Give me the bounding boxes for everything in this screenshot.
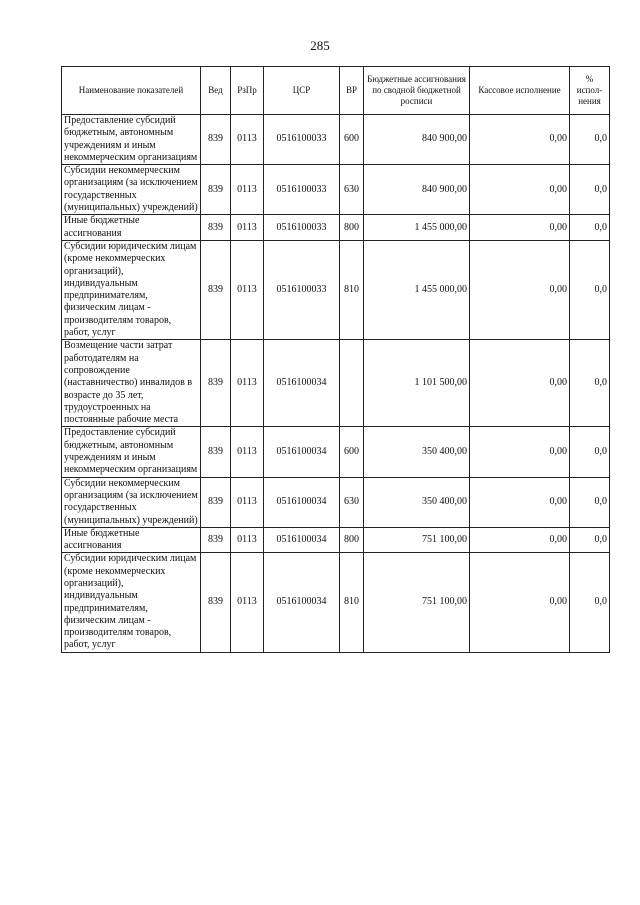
cell-assignments: 751 100,00 [364, 527, 470, 553]
cell-name: Субсидии юридическим лицам (кроме некоммерческих организаций), индивидуальным предпринимателям, физическим лицам - производителям товаров, работ, услуг [62, 240, 201, 339]
table-row [62, 165, 610, 215]
cell-cash-execution: 0,00 [470, 427, 570, 477]
cell-vr: 600 [340, 115, 364, 165]
table-row [62, 340, 610, 427]
table-row [62, 215, 610, 241]
header-ved: Вед [201, 67, 231, 115]
cell-assignments: 751 100,00 [364, 553, 470, 652]
cell-vr: 810 [340, 240, 364, 339]
cell-rzpr: 0113 [231, 340, 264, 427]
cell-cash-execution: 0,00 [470, 553, 570, 652]
header-assignments: Бюджетные ассигнования по сводной бюджетной росписи [364, 67, 470, 115]
cell-assignments: 1 455 000,00 [364, 240, 470, 339]
cell-rzpr: 0113 [231, 427, 264, 477]
cell-assignments: 840 900,00 [364, 165, 470, 215]
cell-csr: 0516100034 [264, 553, 340, 652]
cell-ved: 839 [201, 115, 231, 165]
header-name: Наименование показателей [62, 67, 201, 115]
cell-ved: 839 [201, 527, 231, 553]
cell-ved: 839 [201, 553, 231, 652]
cell-name: Предоставление субсидий бюджетным, автономным учреждениям и иным некоммерческим организациям [62, 427, 201, 477]
cell-csr: 0516100033 [264, 240, 340, 339]
table-row [62, 553, 610, 652]
cell-ved: 839 [201, 427, 231, 477]
budget-table [61, 66, 610, 653]
cell-name: Иные бюджетные ассигнования [62, 527, 201, 553]
cell-vr: 630 [340, 477, 364, 527]
table-row [62, 527, 610, 553]
cell-name: Возмещение части затрат работодателям на сопровождение (наставничество) инвалидов в возрасте до 35 лет, трудоустроенных на постоянные рабочие места [62, 340, 201, 427]
cell-rzpr: 0113 [231, 165, 264, 215]
table-header-row [62, 67, 610, 115]
cell-vr: 810 [340, 553, 364, 652]
cell-cash-execution: 0,00 [470, 527, 570, 553]
cell-rzpr: 0113 [231, 477, 264, 527]
cell-assignments: 840 900,00 [364, 115, 470, 165]
cell-ved: 839 [201, 215, 231, 241]
cell-cash-execution: 0,00 [470, 215, 570, 241]
cell-rzpr: 0113 [231, 553, 264, 652]
cell-rzpr: 0113 [231, 240, 264, 339]
cell-cash-execution: 0,00 [470, 477, 570, 527]
cell-execution-percent: 0,0 [570, 477, 610, 527]
cell-csr: 0516100033 [264, 165, 340, 215]
cell-assignments: 1 455 000,00 [364, 215, 470, 241]
cell-csr: 0516100034 [264, 527, 340, 553]
cell-execution-percent: 0,0 [570, 215, 610, 241]
cell-cash-execution: 0,00 [470, 165, 570, 215]
cell-vr: 800 [340, 215, 364, 241]
cell-name: Субсидии некоммерческим организациям (за исключением государственных (муниципальных) учреждений) [62, 477, 201, 527]
cell-name: Субсидии юридическим лицам (кроме некоммерческих организаций), индивидуальным предпринимателям, физическим лицам - производителям товаров, работ, услуг [62, 553, 201, 652]
cell-csr: 0516100033 [264, 215, 340, 241]
cell-execution-percent: 0,0 [570, 527, 610, 553]
cell-csr: 0516100034 [264, 427, 340, 477]
header-cash-execution: Кассовое исполнение [470, 67, 570, 115]
cell-name: Субсидии некоммерческим организациям (за исключением государственных (муниципальных) учреждений) [62, 165, 201, 215]
cell-assignments: 350 400,00 [364, 427, 470, 477]
cell-cash-execution: 0,00 [470, 240, 570, 339]
cell-csr: 0516100034 [264, 340, 340, 427]
table-row [62, 115, 610, 165]
cell-cash-execution: 0,00 [470, 340, 570, 427]
table-row [62, 427, 610, 477]
cell-ved: 839 [201, 165, 231, 215]
cell-csr: 0516100033 [264, 115, 340, 165]
cell-ved: 839 [201, 340, 231, 427]
cell-rzpr: 0113 [231, 215, 264, 241]
table-row [62, 477, 610, 527]
table-row [62, 240, 610, 339]
cell-execution-percent: 0,0 [570, 240, 610, 339]
cell-name: Иные бюджетные ассигнования [62, 215, 201, 241]
cell-cash-execution: 0,00 [470, 115, 570, 165]
cell-rzpr: 0113 [231, 527, 264, 553]
page-number: 285 [310, 38, 330, 53]
cell-vr: 630 [340, 165, 364, 215]
cell-execution-percent: 0,0 [570, 165, 610, 215]
cell-execution-percent: 0,0 [570, 553, 610, 652]
cell-name: Предоставление субсидий бюджетным, автономным учреждениям и иным некоммерческим организациям [62, 115, 201, 165]
cell-rzpr: 0113 [231, 115, 264, 165]
header-rzpr: РзПр [231, 67, 264, 115]
header-vr: ВР [340, 67, 364, 115]
cell-assignments: 1 101 500,00 [364, 340, 470, 427]
cell-ved: 839 [201, 240, 231, 339]
cell-execution-percent: 0,0 [570, 340, 610, 427]
cell-vr [340, 340, 364, 427]
cell-vr: 600 [340, 427, 364, 477]
header-execution-percent: % испол-нения [570, 67, 610, 115]
cell-vr: 800 [340, 527, 364, 553]
cell-csr: 0516100034 [264, 477, 340, 527]
cell-execution-percent: 0,0 [570, 115, 610, 165]
cell-ved: 839 [201, 477, 231, 527]
header-csr: ЦСР [264, 67, 340, 115]
cell-assignments: 350 400,00 [364, 477, 470, 527]
cell-execution-percent: 0,0 [570, 427, 610, 477]
